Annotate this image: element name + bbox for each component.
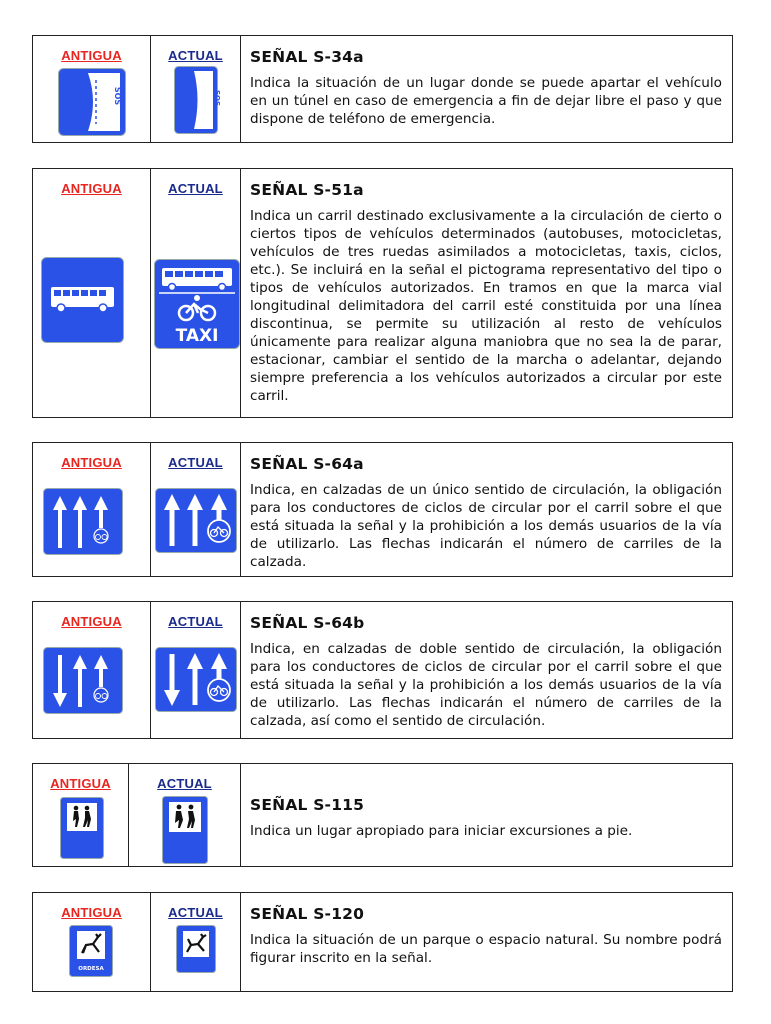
label-actual: ACTUAL: [168, 455, 223, 470]
old-sign-cell: [33, 602, 151, 738]
sign-description: Indica un carril destinado exclusivamente a la circulación de cierto o ciertos tipos de vehículos determinados (autobuses, motocicletas, vehículos de tres ruedas asimilados a motocicletas, taxis, ciclos, etc.). Se incluirá en la señal el pictograma representativo del tipo o tipos de vehículos autorizados. En tramos en que la marca vial longitudinal delimitadora del carril esté constituida por una línea discontinua, se permite su utilización al resto de vehículos únicamente para realizar alguna maniobra que no sea la de parar, estacionar, cambiar el sentido de la marcha o adelantar, dejando siempre preferencia a los vehículos autorizados a circular por este carril.: [250, 208, 722, 404]
sign-description: Indica la situación de un parque o espacio natural. Su nombre podrá figurar inscrito en la señal.: [250, 932, 722, 966]
label-antigua: ANTIGUA: [61, 614, 122, 629]
deer-park-icon: [69, 925, 113, 977]
two-way-bike-lane-icon: [43, 647, 123, 714]
sign-row: [32, 892, 733, 992]
sign-code: SEÑAL S-34a: [250, 48, 364, 66]
one-way-bike-lane-icon: [43, 488, 123, 555]
sign-code: SEÑAL S-115: [250, 796, 365, 814]
sign-row: [32, 763, 733, 867]
label-antigua: ANTIGUA: [61, 181, 122, 196]
sign-info: [241, 893, 732, 991]
sign-description: Indica la situación de un lugar donde se puede apartar el vehículo en un túnel en caso de emergencia a fin de dejar libre el paso y que dispone de teléfono de emergencia.: [250, 75, 722, 127]
bus-lane-icon: [41, 257, 124, 343]
taxi-text: TAXI: [175, 326, 219, 346]
label-antigua: ANTIGUA: [50, 776, 111, 791]
sign-row: [32, 601, 733, 739]
label-actual: ACTUAL: [168, 905, 223, 920]
label-actual: ACTUAL: [168, 48, 223, 63]
sign-description: Indica un lugar apropiado para iniciar excursiones a pie.: [250, 823, 633, 839]
sign-row: [32, 442, 733, 577]
sign-code: SEÑAL S-64b: [250, 614, 365, 632]
new-sign-cell: [151, 169, 241, 417]
old-sign-cell: [33, 443, 151, 576]
new-sign-cell: [151, 36, 241, 142]
two-way-bike-lane-icon: [155, 647, 237, 712]
old-sign-cell: [33, 764, 129, 866]
old-sign-cell: [33, 36, 151, 142]
ordesa-text: ORDESA: [78, 966, 104, 972]
hikers-icon: [162, 796, 208, 864]
label-antigua: ANTIGUA: [61, 455, 122, 470]
hikers-icon: [60, 797, 104, 859]
sign-info: [241, 36, 732, 142]
new-sign-cell: [151, 893, 241, 991]
one-way-bike-lane-icon: [155, 488, 237, 553]
label-actual: ACTUAL: [168, 614, 223, 629]
sign-row: [32, 35, 733, 143]
sign-code: SEÑAL S-120: [250, 905, 365, 923]
sign-description: Indica, en calzadas de doble sentido de circulación, la obligación para los conductores de ciclos de circular por el carril sobre el que está situada la señal y la prohibición a los demás usuarios de la vía de utilizarlo. Las flechas indicarán el número de carriles de la calzada, así como el sentido de circulación.: [250, 641, 722, 729]
nature-park-icon: [176, 925, 216, 973]
sign-info: [241, 764, 732, 866]
sign-info: [241, 169, 732, 417]
sign-info: [241, 443, 732, 576]
sign-row: [32, 168, 733, 418]
label-actual: ACTUAL: [157, 776, 212, 791]
bus-bike-taxi-lane-icon: [154, 259, 240, 349]
old-sign-cell: [33, 169, 151, 417]
new-sign-cell: [151, 602, 241, 738]
sign-code: SEÑAL S-64a: [250, 455, 364, 473]
new-sign-cell: [151, 443, 241, 576]
label-antigua: ANTIGUA: [61, 905, 122, 920]
sign-code: SEÑAL S-51a: [250, 181, 364, 199]
tunnel-emergency-sos-icon: [174, 66, 221, 134]
new-sign-cell: [129, 764, 241, 866]
label-antigua: ANTIGUA: [61, 48, 122, 63]
sign-description: Indica, en calzadas de un único sentido de circulación, la obligación para los conductores de ciclos de circular por el carril sobre el que está situada la señal y la prohibición a los demás usuarios de la vía de utilizarlo. Las flechas indicarán el número de carriles de la calzada.: [250, 482, 722, 570]
sos-text: SOS: [113, 86, 122, 106]
label-actual: ACTUAL: [168, 181, 223, 196]
old-sign-cell: [33, 893, 151, 991]
sos-text: SOS: [213, 89, 221, 107]
tunnel-emergency-sos-icon: [58, 68, 126, 136]
sign-info: [241, 602, 732, 738]
